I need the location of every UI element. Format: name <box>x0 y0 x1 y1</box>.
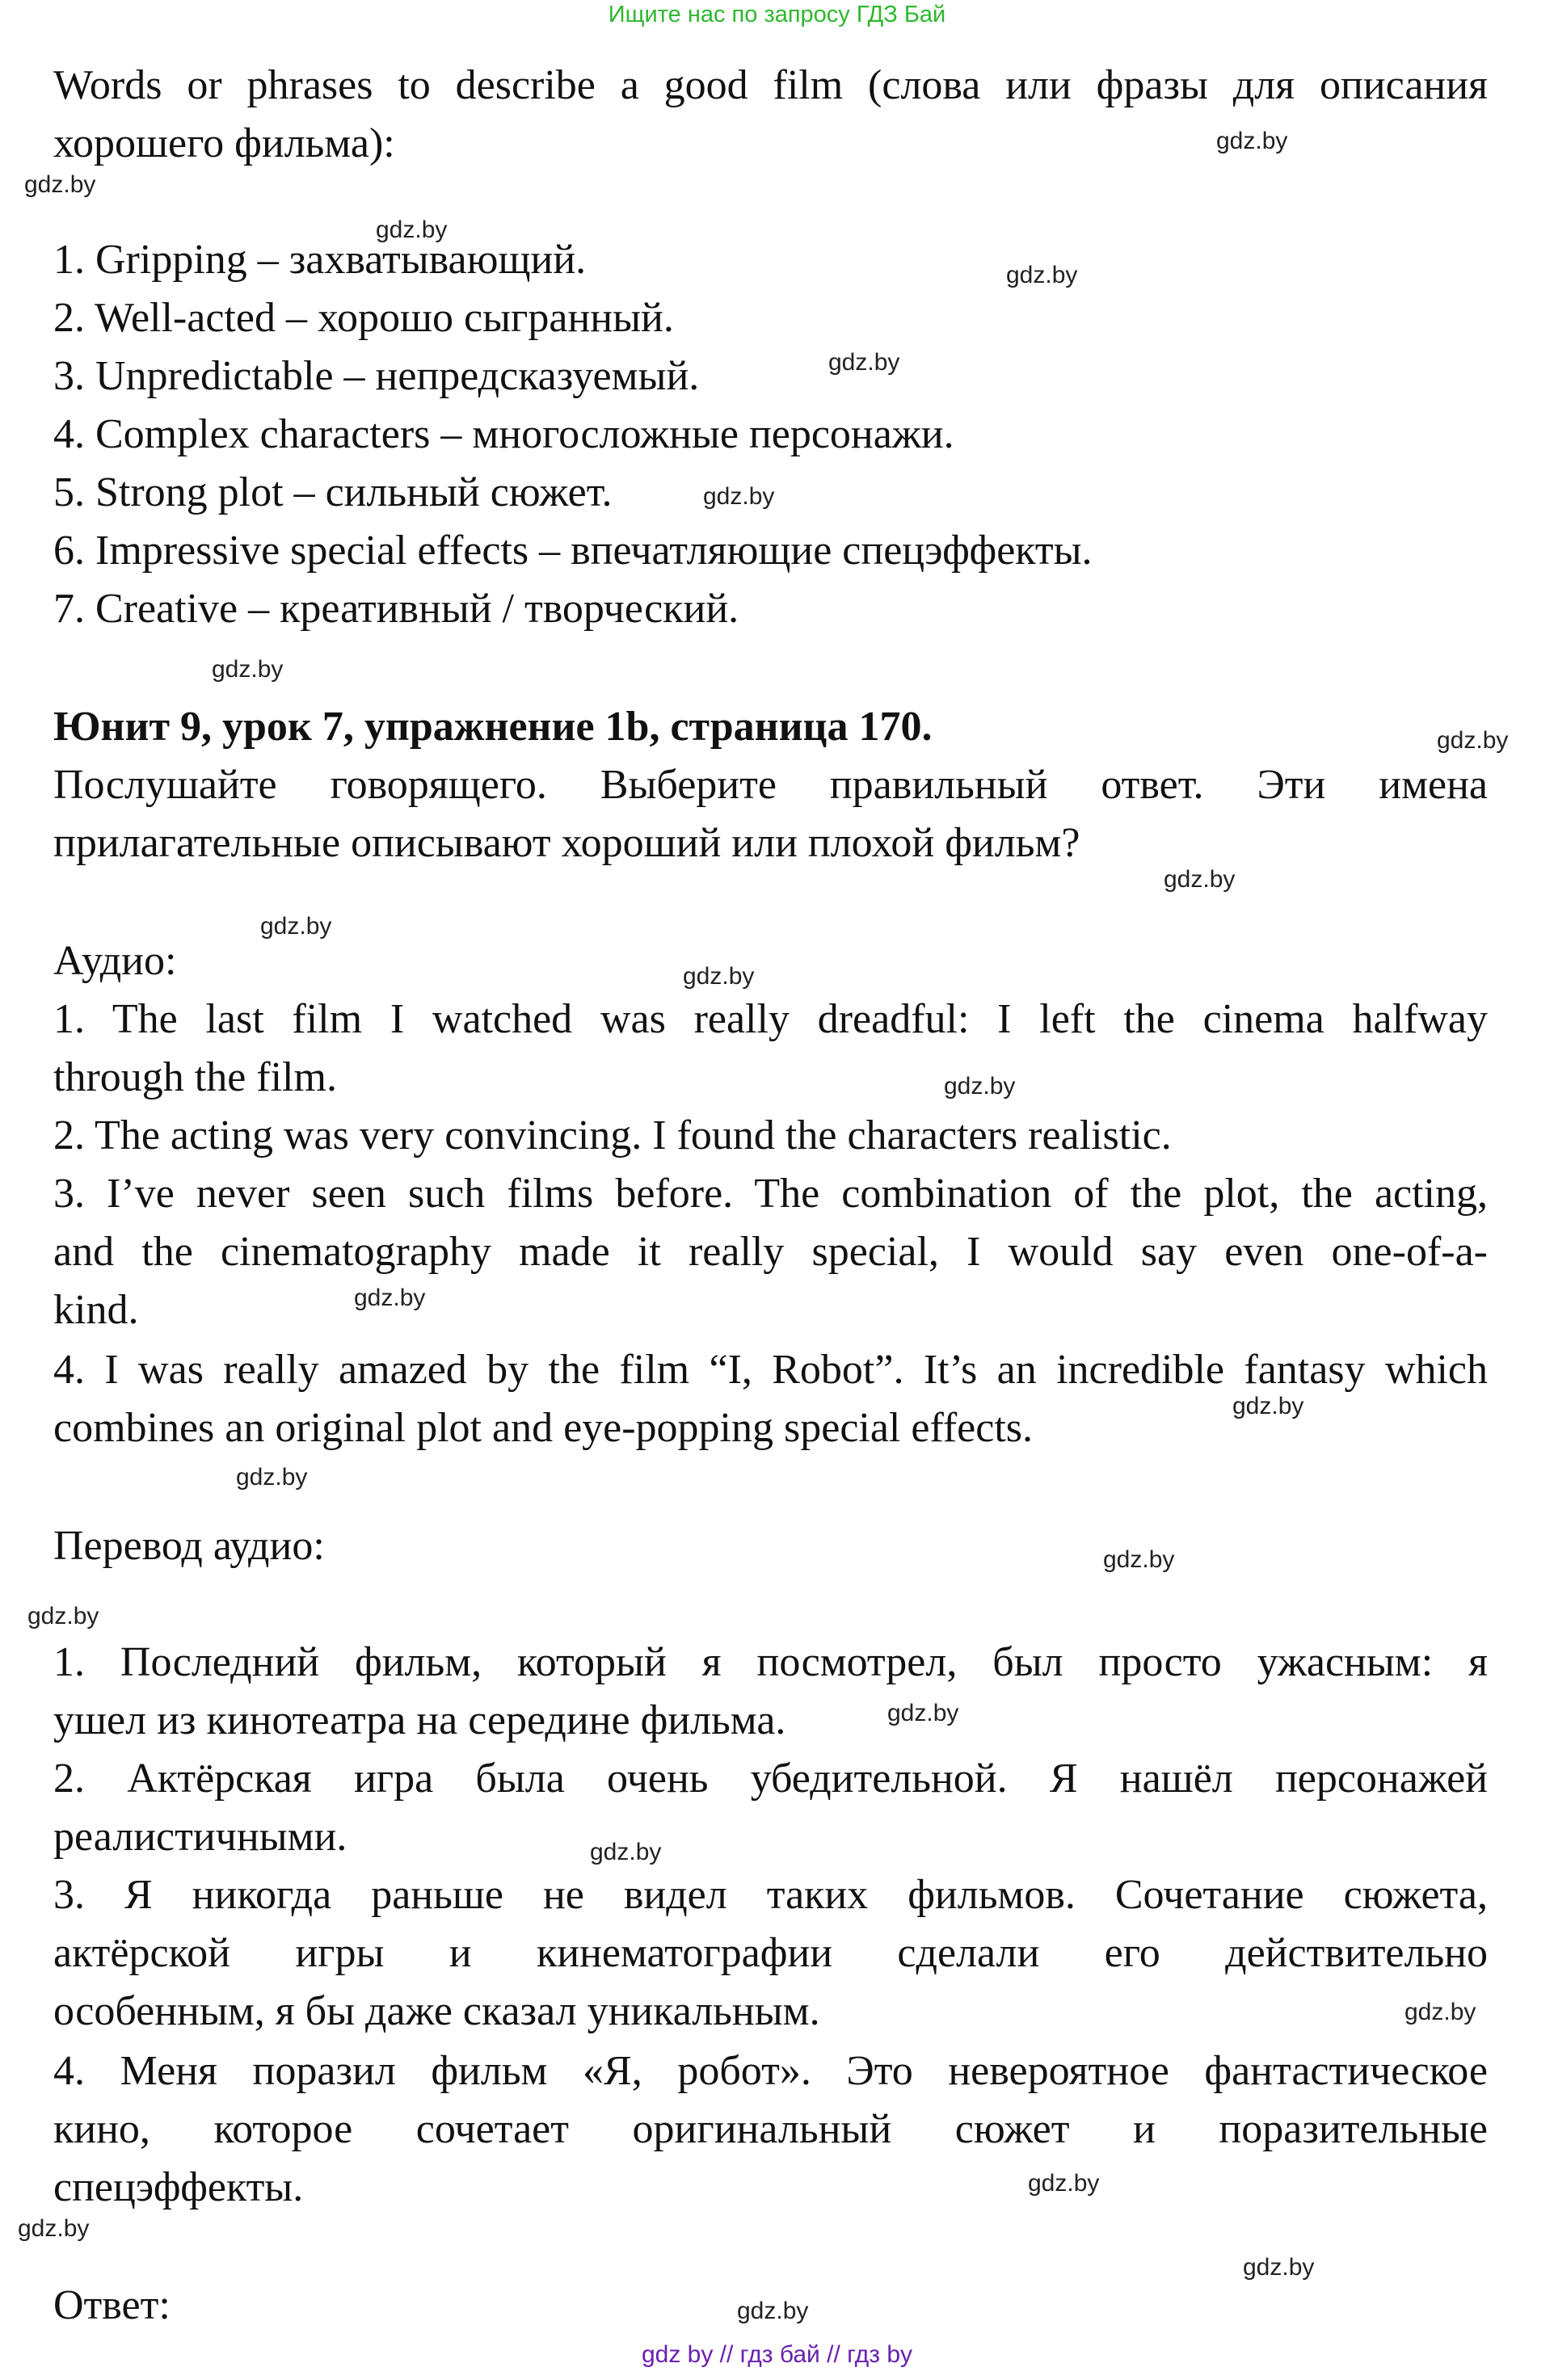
list-item: 5. Strong plot – сильный сюжет. <box>53 469 613 515</box>
watermark: gdz.by <box>590 1839 662 1865</box>
watermark: gdz.by <box>944 1073 1016 1100</box>
audio-line: 1. The last film I watched was really dreadful: I left the cinema halfway <box>53 996 1488 1042</box>
translation-line: 3. Я никогда раньше не видел таких фильмов. Сочетание сюжета, <box>53 1872 1488 1918</box>
watermark: gdz.by <box>376 217 448 243</box>
list-item: 4. Complex characters – многосложные персонажи. <box>53 411 954 457</box>
list-item: 3. Unpredictable – непредсказуемый. <box>53 353 700 399</box>
audio-line: 2. The acting was very convincing. I found the characters realistic. <box>53 1112 1172 1158</box>
watermark: gdz.by <box>1437 727 1509 754</box>
audio-line: kind. <box>53 1287 139 1333</box>
task-line: прилагательные описывают хороший или плохой фильм? <box>53 820 1080 866</box>
answer-label: Ответ: <box>53 2282 171 2328</box>
watermark: gdz.by <box>24 171 96 198</box>
list-item: 2. Well-acted – хорошо сыгранный. <box>53 295 674 341</box>
watermark: gdz.by <box>27 1603 99 1629</box>
translation-line: спецэффекты. <box>53 2164 304 2210</box>
intro-line: хорошего фильма): <box>53 120 395 166</box>
watermark: gdz.by <box>212 656 284 683</box>
audio-line: 4. I was really amazed by the film “I, Robot”. It’s an incredible fantasy which <box>53 1347 1488 1393</box>
top-banner[interactable]: Ищите нас по запросу ГДЗ Бай <box>608 2 946 27</box>
list-item: 6. Impressive special effects – впечатляющие спецэффекты. <box>53 528 1093 574</box>
translation-line: 2. Актёрская игра была очень убедительной. Я нашёл персонажей <box>53 1756 1488 1802</box>
list-item: 1. Gripping – захватывающий. <box>53 237 587 283</box>
audio-line: 3. I’ve never seen such films before. The combination of the plot, the acting, <box>53 1171 1488 1217</box>
audio-line: combines an original plot and eye-popping special effects. <box>53 1405 1033 1451</box>
watermark: gdz.by <box>236 1464 308 1491</box>
translation-line: ушел из кинотеатра на середине фильма. <box>53 1697 786 1743</box>
intro-line: Words or phrases to describe a good film (слова или фразы для описания <box>53 62 1488 108</box>
watermark: gdz.by <box>1404 1999 1476 2025</box>
translation-line: особенным, я бы даже сказал уникальным. <box>53 1988 820 2034</box>
watermark: gdz.by <box>1028 2170 1100 2197</box>
watermark: gdz.by <box>737 2298 809 2324</box>
list-item: 7. Creative – креативный / творческий. <box>53 586 739 632</box>
watermark: gdz.by <box>703 483 775 510</box>
translation-label: Перевод аудио: <box>53 1523 325 1569</box>
exercise-heading: Юнит 9, урок 7, упражнение 1b, страница 170. <box>53 704 933 750</box>
watermark: gdz.by <box>1243 2254 1315 2281</box>
watermark: gdz.by <box>828 349 900 376</box>
watermark: gdz.by <box>18 2215 90 2242</box>
watermark: gdz.by <box>1103 1546 1175 1573</box>
watermark: gdz.by <box>683 963 755 990</box>
watermark: gdz.by <box>354 1285 426 1311</box>
watermark: gdz.by <box>887 1700 959 1726</box>
audio-line: and the cinematography made it really special, I would say even one-of-a- <box>53 1229 1488 1275</box>
watermark: gdz.by <box>1232 1393 1304 1419</box>
watermark: gdz.by <box>1164 866 1236 893</box>
translation-line: актёрской игры и кинематографии сделали его действительно <box>53 1930 1488 1976</box>
audio-line: through the film. <box>53 1054 337 1100</box>
watermark: gdz.by <box>260 913 332 940</box>
watermark: gdz.by <box>1216 128 1288 154</box>
audio-label: Аудио: <box>53 938 177 984</box>
translation-line: реалистичными. <box>53 1814 347 1860</box>
translation-line: 1. Последний фильм, который я посмотрел, был просто ужасным: я <box>53 1639 1488 1685</box>
watermark: gdz.by <box>1006 262 1078 288</box>
bottom-banner[interactable]: gdz by // гдз бай // гдз by <box>641 2341 913 2368</box>
task-line: Послушайте говорящего. Выберите правильный ответ. Эти имена <box>53 762 1488 808</box>
translation-line: кино, которое сочетает оригинальный сюжет и поразительные <box>53 2106 1488 2152</box>
translation-line: 4. Меня поразил фильм «Я, робот». Это невероятное фантастическое <box>53 2048 1488 2094</box>
